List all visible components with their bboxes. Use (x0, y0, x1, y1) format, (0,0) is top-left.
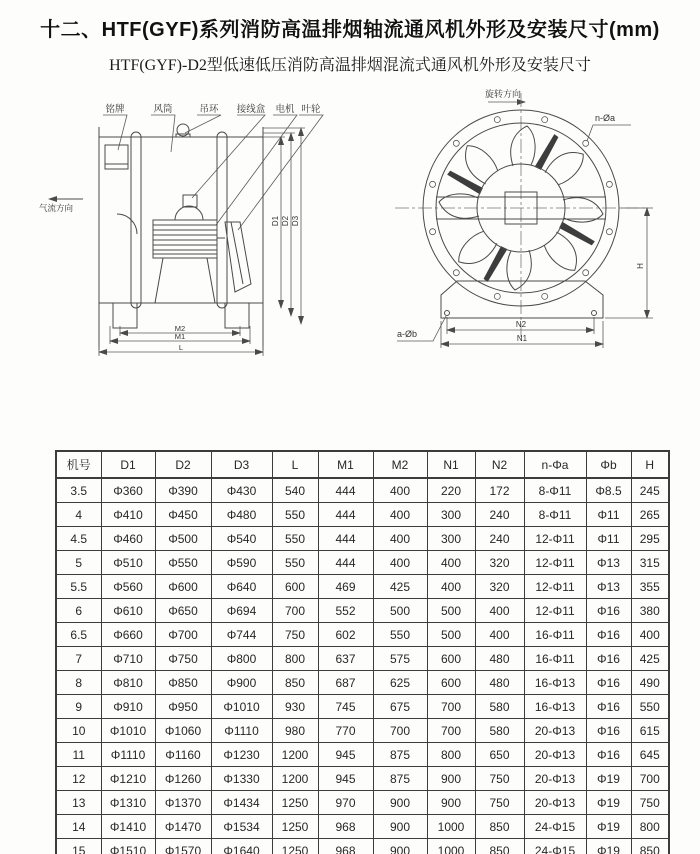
table-cell: Φ1260 (155, 767, 211, 791)
table-cell: 968 (318, 839, 373, 854)
table-cell: Φ11 (586, 527, 631, 551)
table-cell: 12-Φ11 (524, 551, 586, 575)
wind-barrel-label: 风筒 (153, 104, 173, 115)
flange-holes-label: n-Øa (595, 113, 616, 123)
table-cell: 8 (56, 671, 101, 695)
table-cell: 380 (631, 599, 669, 623)
column-header: D2 (155, 451, 211, 478)
table-cell: 637 (318, 647, 373, 671)
page-subtitle: HTF(GYF)-D2型低速低压消防高温排烟混流式通风机外形及安装尺寸 (109, 57, 591, 74)
table-cell: 15 (56, 839, 101, 854)
table-cell: 7 (56, 647, 101, 671)
table-cell: 12-Φ11 (524, 599, 586, 623)
table-cell: 10 (56, 719, 101, 743)
column-header: D1 (101, 451, 155, 478)
diameter-dimensions (263, 128, 305, 324)
table-cell: Φ19 (586, 815, 631, 839)
impeller (217, 222, 251, 292)
table-cell: Φ500 (155, 527, 211, 551)
table-cell: Φ650 (155, 599, 211, 623)
table-cell: 13 (56, 791, 101, 815)
table-cell: 12-Φ11 (524, 575, 586, 599)
column-header: M1 (318, 451, 373, 478)
dim-n2-label: N2 (515, 320, 527, 329)
table-cell: 500 (373, 599, 427, 623)
table-cell: Φ910 (101, 695, 155, 719)
column-header: D3 (211, 451, 272, 478)
table-cell: 800 (272, 647, 318, 671)
column-header: 机号 (56, 451, 101, 478)
table-cell: 550 (373, 623, 427, 647)
table-cell: Φ900 (211, 671, 272, 695)
flange-holes-callout (587, 113, 631, 141)
table-row (56, 743, 669, 767)
table-cell: 4 (56, 503, 101, 527)
table-cell: Φ950 (155, 695, 211, 719)
table-cell: 900 (373, 839, 427, 854)
table-cell: 425 (631, 647, 669, 671)
table-cell: 355 (631, 575, 669, 599)
table-cell: 875 (373, 767, 427, 791)
table-cell: 700 (427, 719, 475, 743)
table-cell: Φ19 (586, 767, 631, 791)
table-row (56, 767, 669, 791)
table-cell: 240 (475, 503, 524, 527)
table-cell: 1000 (427, 815, 475, 839)
table-cell: Φ16 (586, 599, 631, 623)
table-cell: 400 (373, 551, 427, 575)
table-cell: 970 (318, 791, 373, 815)
junction-box (175, 195, 203, 220)
table-cell: 700 (427, 695, 475, 719)
table-cell: 480 (475, 671, 524, 695)
table-cell: 615 (631, 719, 669, 743)
fan-side-view-drawing (35, 88, 365, 373)
table-cell: 16-Φ13 (524, 695, 586, 719)
table-cell: 315 (631, 551, 669, 575)
table-cell: 650 (475, 743, 524, 767)
table-cell: Φ750 (155, 647, 211, 671)
table-cell: 4.5 (56, 527, 101, 551)
table-cell: 850 (475, 839, 524, 854)
airflow-direction (39, 199, 83, 213)
table-cell: Φ694 (211, 599, 272, 623)
table-cell: Φ744 (211, 623, 272, 647)
table-row (56, 815, 669, 839)
table-cell: 1250 (272, 839, 318, 854)
table-cell: Φ1370 (155, 791, 211, 815)
table-cell: 5 (56, 551, 101, 575)
table-cell: Φ640 (211, 575, 272, 599)
table-cell: 1250 (272, 815, 318, 839)
table-row (56, 527, 669, 551)
table-cell: Φ800 (211, 647, 272, 671)
dim-h-label: H (636, 263, 645, 269)
table-cell: 24-Φ15 (524, 839, 586, 854)
page-title: 十二、HTF(GYF)系列消防高温排烟轴流通风机外形及安装尺寸(mm) (40, 19, 660, 41)
table-cell: Φ1570 (155, 839, 211, 854)
table-cell: Φ1434 (211, 791, 272, 815)
table-cell: 400 (475, 623, 524, 647)
table-cell: 645 (631, 743, 669, 767)
table-row (56, 551, 669, 575)
table-cell: 16-Φ11 (524, 623, 586, 647)
table-cell: 265 (631, 503, 669, 527)
lifting-ring (176, 124, 190, 137)
column-header: N1 (427, 451, 475, 478)
table-cell: Φ1470 (155, 815, 211, 839)
table-cell: 580 (475, 719, 524, 743)
table-cell: 575 (373, 647, 427, 671)
table-row (56, 839, 669, 854)
table-cell: 550 (631, 695, 669, 719)
table-cell: Φ19 (586, 839, 631, 854)
table-cell: Φ390 (155, 478, 211, 503)
table-cell: 320 (475, 575, 524, 599)
table-cell: Φ1310 (101, 791, 155, 815)
table-cell: Φ410 (101, 503, 155, 527)
table-cell: 8-Φ11 (524, 478, 586, 503)
table-cell: 425 (373, 575, 427, 599)
table-cell: Φ1010 (101, 719, 155, 743)
table-cell: 20-Φ13 (524, 791, 586, 815)
table-cell: 675 (373, 695, 427, 719)
table-cell: 400 (427, 575, 475, 599)
table-cell: 700 (272, 599, 318, 623)
table-cell: 3.5 (56, 478, 101, 503)
table-cell: Φ13 (586, 551, 631, 575)
table-cell: 1000 (427, 839, 475, 854)
table-cell: 945 (318, 743, 373, 767)
table-cell: 6.5 (56, 623, 101, 647)
table-cell: 900 (427, 767, 475, 791)
table-cell: 16-Φ13 (524, 671, 586, 695)
base-hole (592, 311, 597, 316)
table-cell: Φ16 (586, 647, 631, 671)
column-header: N2 (475, 451, 524, 478)
table-cell: 750 (475, 791, 524, 815)
table-cell: Φ1060 (155, 719, 211, 743)
dim-d3-label: D3 (291, 215, 300, 227)
dim-d1-label: D1 (271, 215, 280, 227)
table-cell: 770 (318, 719, 373, 743)
table-cell: 930 (272, 695, 318, 719)
table-cell: 400 (631, 623, 669, 647)
table-cell: 900 (373, 815, 427, 839)
rotation-label: 旋转方向 (485, 89, 522, 99)
table-cell: Φ1410 (101, 815, 155, 839)
nameplate-label: 铭牌 (105, 104, 125, 115)
table-cell: 750 (475, 767, 524, 791)
dimension-spec-table (55, 450, 670, 854)
table-cell: Φ1160 (155, 743, 211, 767)
table-cell: 9 (56, 695, 101, 719)
table-cell: 625 (373, 671, 427, 695)
table-row (56, 695, 669, 719)
table-cell: 600 (427, 671, 475, 695)
table-cell: Φ560 (101, 575, 155, 599)
airflow-label: 气流方向 (39, 203, 74, 213)
column-header: n-Φa (524, 451, 586, 478)
table-cell: 5.5 (56, 575, 101, 599)
table-cell: 20-Φ13 (524, 719, 586, 743)
dim-l-label: L (178, 343, 184, 352)
table-cell: 11 (56, 743, 101, 767)
table-cell: Φ590 (211, 551, 272, 575)
fan-front-view-drawing (385, 85, 690, 380)
table-cell: Φ16 (586, 623, 631, 647)
table-cell: 172 (475, 478, 524, 503)
table-cell: Φ660 (101, 623, 155, 647)
motor (153, 220, 217, 258)
base-hole (445, 311, 450, 316)
table-cell: Φ360 (101, 478, 155, 503)
table-cell: Φ1510 (101, 839, 155, 854)
table-cell: 550 (272, 551, 318, 575)
table-cell: 600 (427, 647, 475, 671)
height-dimension (605, 208, 653, 318)
nameplate (105, 145, 128, 169)
table-cell: Φ8.5 (586, 478, 631, 503)
table-cell: 687 (318, 671, 373, 695)
table-cell: 300 (427, 527, 475, 551)
table-cell: 444 (318, 527, 373, 551)
table-cell: 945 (318, 767, 373, 791)
rotation-direction (485, 88, 525, 102)
table-cell: 444 (318, 478, 373, 503)
table-cell: Φ16 (586, 719, 631, 743)
barrel-flange-right (217, 132, 227, 308)
spec-table-head-row (56, 451, 669, 478)
table-cell: Φ540 (211, 527, 272, 551)
table-cell: Φ1330 (211, 767, 272, 791)
dim-d2-label: D2 (281, 215, 290, 227)
table-cell: 800 (427, 743, 475, 767)
table-cell: Φ16 (586, 695, 631, 719)
table-cell: Φ13 (586, 575, 631, 599)
table-cell: Φ810 (101, 671, 155, 695)
table-cell: 16-Φ11 (524, 647, 586, 671)
supports-and-feet (113, 258, 249, 328)
table-cell: 550 (272, 527, 318, 551)
table-row (56, 575, 669, 599)
fan-casing (99, 127, 263, 350)
table-cell: 20-Φ13 (524, 767, 586, 791)
table-cell: 850 (475, 815, 524, 839)
dim-n1-label: N1 (516, 334, 528, 343)
table-cell: Φ710 (101, 647, 155, 671)
table-cell: 300 (427, 503, 475, 527)
column-header: H (631, 451, 669, 478)
table-cell: 400 (427, 551, 475, 575)
table-cell: Φ850 (155, 671, 211, 695)
table-cell: 900 (373, 791, 427, 815)
table-cell: 245 (631, 478, 669, 503)
table-cell: 1200 (272, 767, 318, 791)
table-cell: 750 (272, 623, 318, 647)
table-cell: Φ510 (101, 551, 155, 575)
table-cell: 24-Φ15 (524, 815, 586, 839)
table-cell: 444 (318, 503, 373, 527)
dim-m2-label: M2 (174, 324, 186, 333)
junction-box-label: 接线盒 (236, 104, 266, 115)
table-cell: Φ11 (586, 503, 631, 527)
table-cell: 240 (475, 527, 524, 551)
table-cell: 1250 (272, 791, 318, 815)
table-cell: 875 (373, 743, 427, 767)
table-cell: 900 (427, 791, 475, 815)
base-holes-label: a-Øb (397, 329, 418, 339)
table-cell: Φ610 (101, 599, 155, 623)
table-cell: 500 (427, 623, 475, 647)
table-cell: Φ1534 (211, 815, 272, 839)
table-row (56, 503, 669, 527)
spec-table-body (56, 478, 669, 854)
table-cell: Φ1010 (211, 695, 272, 719)
lifting-ring-label: 吊环 (199, 104, 219, 115)
table-cell: Φ16 (586, 743, 631, 767)
table-cell: Φ460 (101, 527, 155, 551)
pedestal-base (441, 281, 603, 318)
dim-m1-label: M1 (174, 332, 186, 341)
table-cell: 20-Φ13 (524, 743, 586, 767)
table-cell: 8-Φ11 (524, 503, 586, 527)
table-cell: 1200 (272, 743, 318, 767)
table-cell: 320 (475, 551, 524, 575)
bell-mouth (117, 214, 137, 234)
table-cell: 968 (318, 815, 373, 839)
column-header: Φb (586, 451, 631, 478)
table-cell: Φ550 (155, 551, 211, 575)
table-row (56, 599, 669, 623)
table-cell: Φ1230 (211, 743, 272, 767)
column-header: M2 (373, 451, 427, 478)
table-cell: 700 (373, 719, 427, 743)
table-cell: Φ480 (211, 503, 272, 527)
table-cell: 500 (427, 599, 475, 623)
part-labels (105, 103, 321, 115)
table-cell: 400 (373, 527, 427, 551)
table-cell: 750 (631, 791, 669, 815)
table-row (56, 623, 669, 647)
table-cell: 14 (56, 815, 101, 839)
table-cell: 600 (272, 575, 318, 599)
table-cell: 220 (427, 478, 475, 503)
table-row (56, 671, 669, 695)
table-cell: 980 (272, 719, 318, 743)
table-cell: 400 (373, 503, 427, 527)
table-cell: 12 (56, 767, 101, 791)
table-cell: Φ1640 (211, 839, 272, 854)
length-dimensions (99, 324, 263, 356)
table-cell: Φ1210 (101, 767, 155, 791)
base-dimensions (441, 317, 603, 348)
table-cell: Φ600 (155, 575, 211, 599)
table-cell: 850 (631, 839, 669, 854)
table-cell: 480 (475, 647, 524, 671)
table-cell: 400 (475, 599, 524, 623)
column-header: L (272, 451, 318, 478)
table-cell: 6 (56, 599, 101, 623)
table-cell: 800 (631, 815, 669, 839)
table-cell: Φ1110 (101, 743, 155, 767)
table-cell: Φ16 (586, 671, 631, 695)
table-cell: 400 (373, 478, 427, 503)
table-cell: 580 (475, 695, 524, 719)
barrel-flange-left (131, 132, 141, 308)
table-cell: 490 (631, 671, 669, 695)
table-cell: Φ430 (211, 478, 272, 503)
impeller-label: 叶轮 (301, 104, 321, 115)
table-row (56, 719, 669, 743)
table-cell: Φ1110 (211, 719, 272, 743)
table-row (56, 791, 669, 815)
table-cell: Φ450 (155, 503, 211, 527)
table-cell: 550 (272, 503, 318, 527)
motor-label: 电机 (275, 104, 295, 115)
table-cell: 850 (272, 671, 318, 695)
table-cell: 444 (318, 551, 373, 575)
table-cell: 540 (272, 478, 318, 503)
base-holes-callout (397, 316, 446, 341)
table-row (56, 647, 669, 671)
table-cell: Φ700 (155, 623, 211, 647)
table-cell: 745 (318, 695, 373, 719)
table-cell: 12-Φ11 (524, 527, 586, 551)
table-cell: 469 (318, 575, 373, 599)
table-cell: 700 (631, 767, 669, 791)
table-cell: 295 (631, 527, 669, 551)
table-cell: 602 (318, 623, 373, 647)
table-cell: Φ19 (586, 791, 631, 815)
table-row (56, 478, 669, 503)
table-cell: 552 (318, 599, 373, 623)
